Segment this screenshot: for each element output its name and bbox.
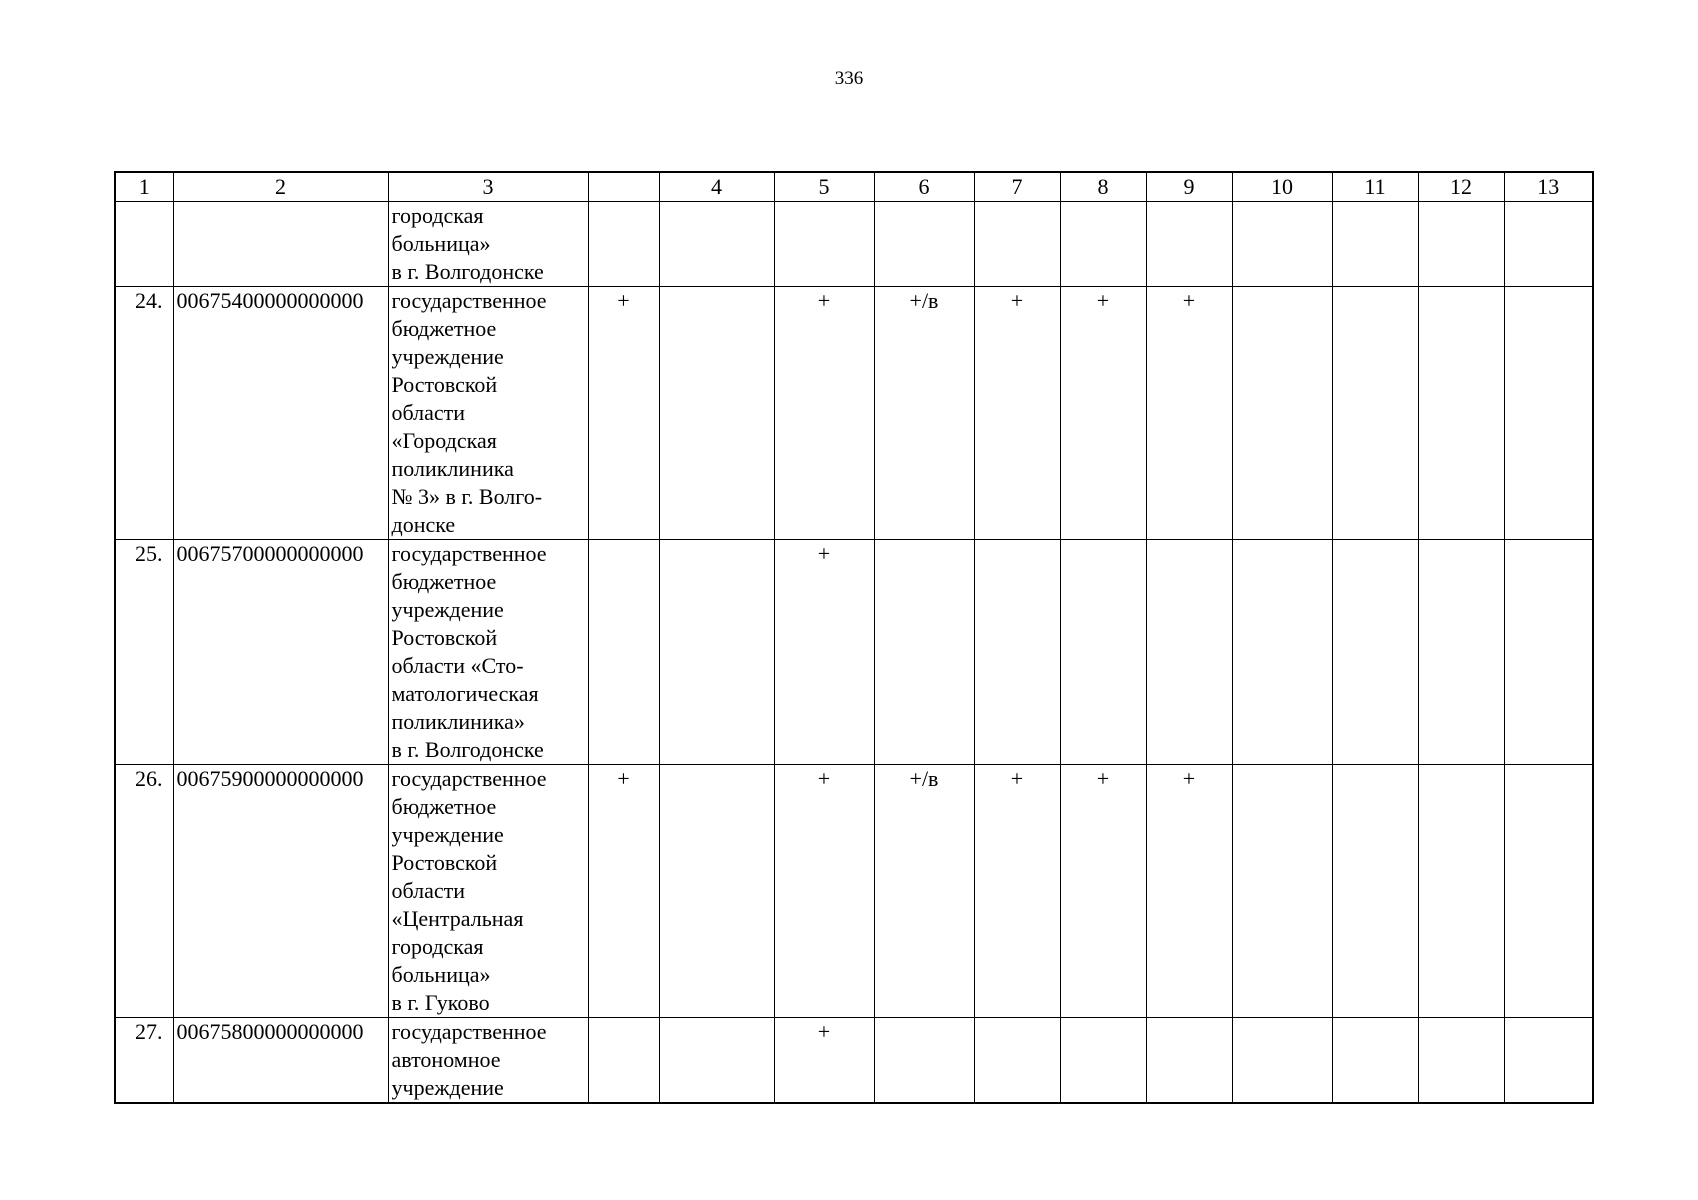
org-name-line: донске (391, 512, 456, 537)
org-name-line: автономное (391, 1047, 501, 1072)
document-table (114, 171, 1594, 1104)
column-header-cell: 12 (1418, 172, 1504, 202)
org-name-line: больница» (391, 231, 491, 256)
mark-cell (1418, 540, 1504, 765)
mark-cell: + (774, 540, 874, 765)
mark-cell: + (774, 1018, 874, 1104)
column-header-cell: 1 (115, 172, 173, 202)
mark-cell (1504, 202, 1593, 287)
mark-cell (1332, 202, 1418, 287)
mark-cell (1232, 765, 1332, 1018)
mark-cell (588, 540, 659, 765)
org-name-line: государственное (391, 766, 547, 791)
mark-cell (1332, 287, 1418, 540)
mark-cell (1232, 287, 1332, 540)
column-header-cell: 2 (173, 172, 388, 202)
org-name-line: Ростовской (391, 372, 498, 397)
mark-cell (1332, 1018, 1418, 1104)
row-number-cell: 25. (115, 540, 173, 765)
org-name-line: городская (391, 203, 484, 228)
mark-cell (1504, 287, 1593, 540)
column-header-cell: 4 (659, 172, 774, 202)
mark-cell: + (588, 765, 659, 1018)
org-name-line: в г. Гуково (391, 990, 490, 1015)
mark-cell (874, 202, 974, 287)
column-header-cell: 3 (388, 172, 588, 202)
org-name-line: области «Сто- (391, 653, 524, 678)
column-header-cell: 6 (874, 172, 974, 202)
mark-cell (1232, 540, 1332, 765)
table-row (115, 765, 1593, 1018)
org-name-line: № 3» в г. Волго- (391, 484, 543, 509)
mark-cell (974, 202, 1060, 287)
mark-cell: + (774, 287, 874, 540)
org-name-line: бюджетное (391, 794, 497, 819)
mark-cell (588, 202, 659, 287)
org-name-line: в г. Волгодонске (391, 737, 544, 762)
header-row (115, 172, 1593, 202)
column-header-cell: 5 (774, 172, 874, 202)
mark-cell: + (774, 765, 874, 1018)
org-name-line: государственное (391, 288, 547, 313)
org-name-line: «Городская (391, 428, 497, 453)
org-name-cell (388, 202, 588, 287)
org-name-line: матологическая (391, 681, 539, 706)
org-name-line: области (391, 400, 466, 425)
column-header-cell: 13 (1504, 172, 1593, 202)
mark-cell (1060, 202, 1146, 287)
org-code-cell: 00675700000000000 (173, 540, 388, 765)
mark-cell: +/в (874, 287, 974, 540)
org-name-line: поликлиника (391, 456, 514, 481)
page-number: 336 (834, 68, 864, 89)
mark-cell (1418, 765, 1504, 1018)
mark-cell (774, 202, 874, 287)
org-code-cell (173, 202, 388, 287)
mark-cell (659, 287, 774, 540)
mark-cell: +/в (874, 765, 974, 1018)
column-header-cell: 10 (1232, 172, 1332, 202)
table-row (115, 287, 1593, 540)
mark-cell (874, 1018, 974, 1104)
mark-cell (1418, 1018, 1504, 1104)
mark-cell: + (974, 287, 1060, 540)
org-name-line: учреждение (391, 822, 504, 847)
table-row (115, 540, 1593, 765)
row-number-cell (115, 202, 173, 287)
mark-cell (1504, 765, 1593, 1018)
org-name-line: государственное (391, 541, 547, 566)
mark-cell: + (974, 765, 1060, 1018)
row-number-cell: 27. (115, 1018, 173, 1104)
column-header-cell (588, 172, 659, 202)
mark-cell (1504, 540, 1593, 765)
org-name-line: Ростовской (391, 850, 498, 875)
org-name-line: Ростовской (391, 625, 498, 650)
row-number-cell: 24. (115, 287, 173, 540)
mark-cell (659, 765, 774, 1018)
org-name-line: области (391, 878, 466, 903)
mark-cell: + (1146, 765, 1232, 1018)
mark-cell (659, 540, 774, 765)
org-name-line: бюджетное (391, 316, 497, 341)
org-name-line: государственное (391, 1019, 547, 1044)
mark-cell (659, 202, 774, 287)
org-name-line: поликлиника» (391, 709, 525, 734)
org-name-line: учреждение (391, 1075, 504, 1100)
mark-cell (1232, 202, 1332, 287)
table-row (115, 1018, 1593, 1104)
mark-cell: + (1060, 765, 1146, 1018)
table-row (115, 202, 1593, 287)
mark-cell (1332, 540, 1418, 765)
mark-cell: + (1060, 287, 1146, 540)
org-name-line: бюджетное (391, 569, 497, 594)
org-name-cell (388, 1018, 588, 1104)
mark-cell (588, 1018, 659, 1104)
org-code-cell: 00675400000000000 (173, 287, 388, 540)
mark-cell (974, 540, 1060, 765)
org-name-line: больница» (391, 962, 491, 987)
mark-cell (659, 1018, 774, 1104)
mark-cell (974, 1018, 1060, 1104)
mark-cell (1146, 1018, 1232, 1104)
mark-cell (1418, 287, 1504, 540)
mark-cell (1232, 1018, 1332, 1104)
org-name-cell (388, 287, 588, 540)
mark-cell (1146, 540, 1232, 765)
mark-cell (1060, 1018, 1146, 1104)
org-name-cell (388, 540, 588, 765)
column-header-cell: 9 (1146, 172, 1232, 202)
mark-cell (1146, 202, 1232, 287)
org-name-line: в г. Волгодонске (391, 259, 544, 284)
mark-cell (874, 540, 974, 765)
mark-cell (1060, 540, 1146, 765)
mark-cell (1332, 765, 1418, 1018)
mark-cell: + (588, 287, 659, 540)
org-name-line: учреждение (391, 344, 504, 369)
row-number-cell: 26. (115, 765, 173, 1018)
org-name-line: «Центральная (391, 906, 524, 931)
org-name-line: городская (391, 934, 484, 959)
org-code-cell: 00675800000000000 (173, 1018, 388, 1104)
mark-cell (1504, 1018, 1593, 1104)
org-name-cell (388, 765, 588, 1018)
mark-cell: + (1146, 287, 1232, 540)
mark-cell (1418, 202, 1504, 287)
column-header-cell: 7 (974, 172, 1060, 202)
column-header-cell: 11 (1332, 172, 1418, 202)
org-name-line: учреждение (391, 597, 504, 622)
org-code-cell: 00675900000000000 (173, 765, 388, 1018)
column-header-cell: 8 (1060, 172, 1146, 202)
